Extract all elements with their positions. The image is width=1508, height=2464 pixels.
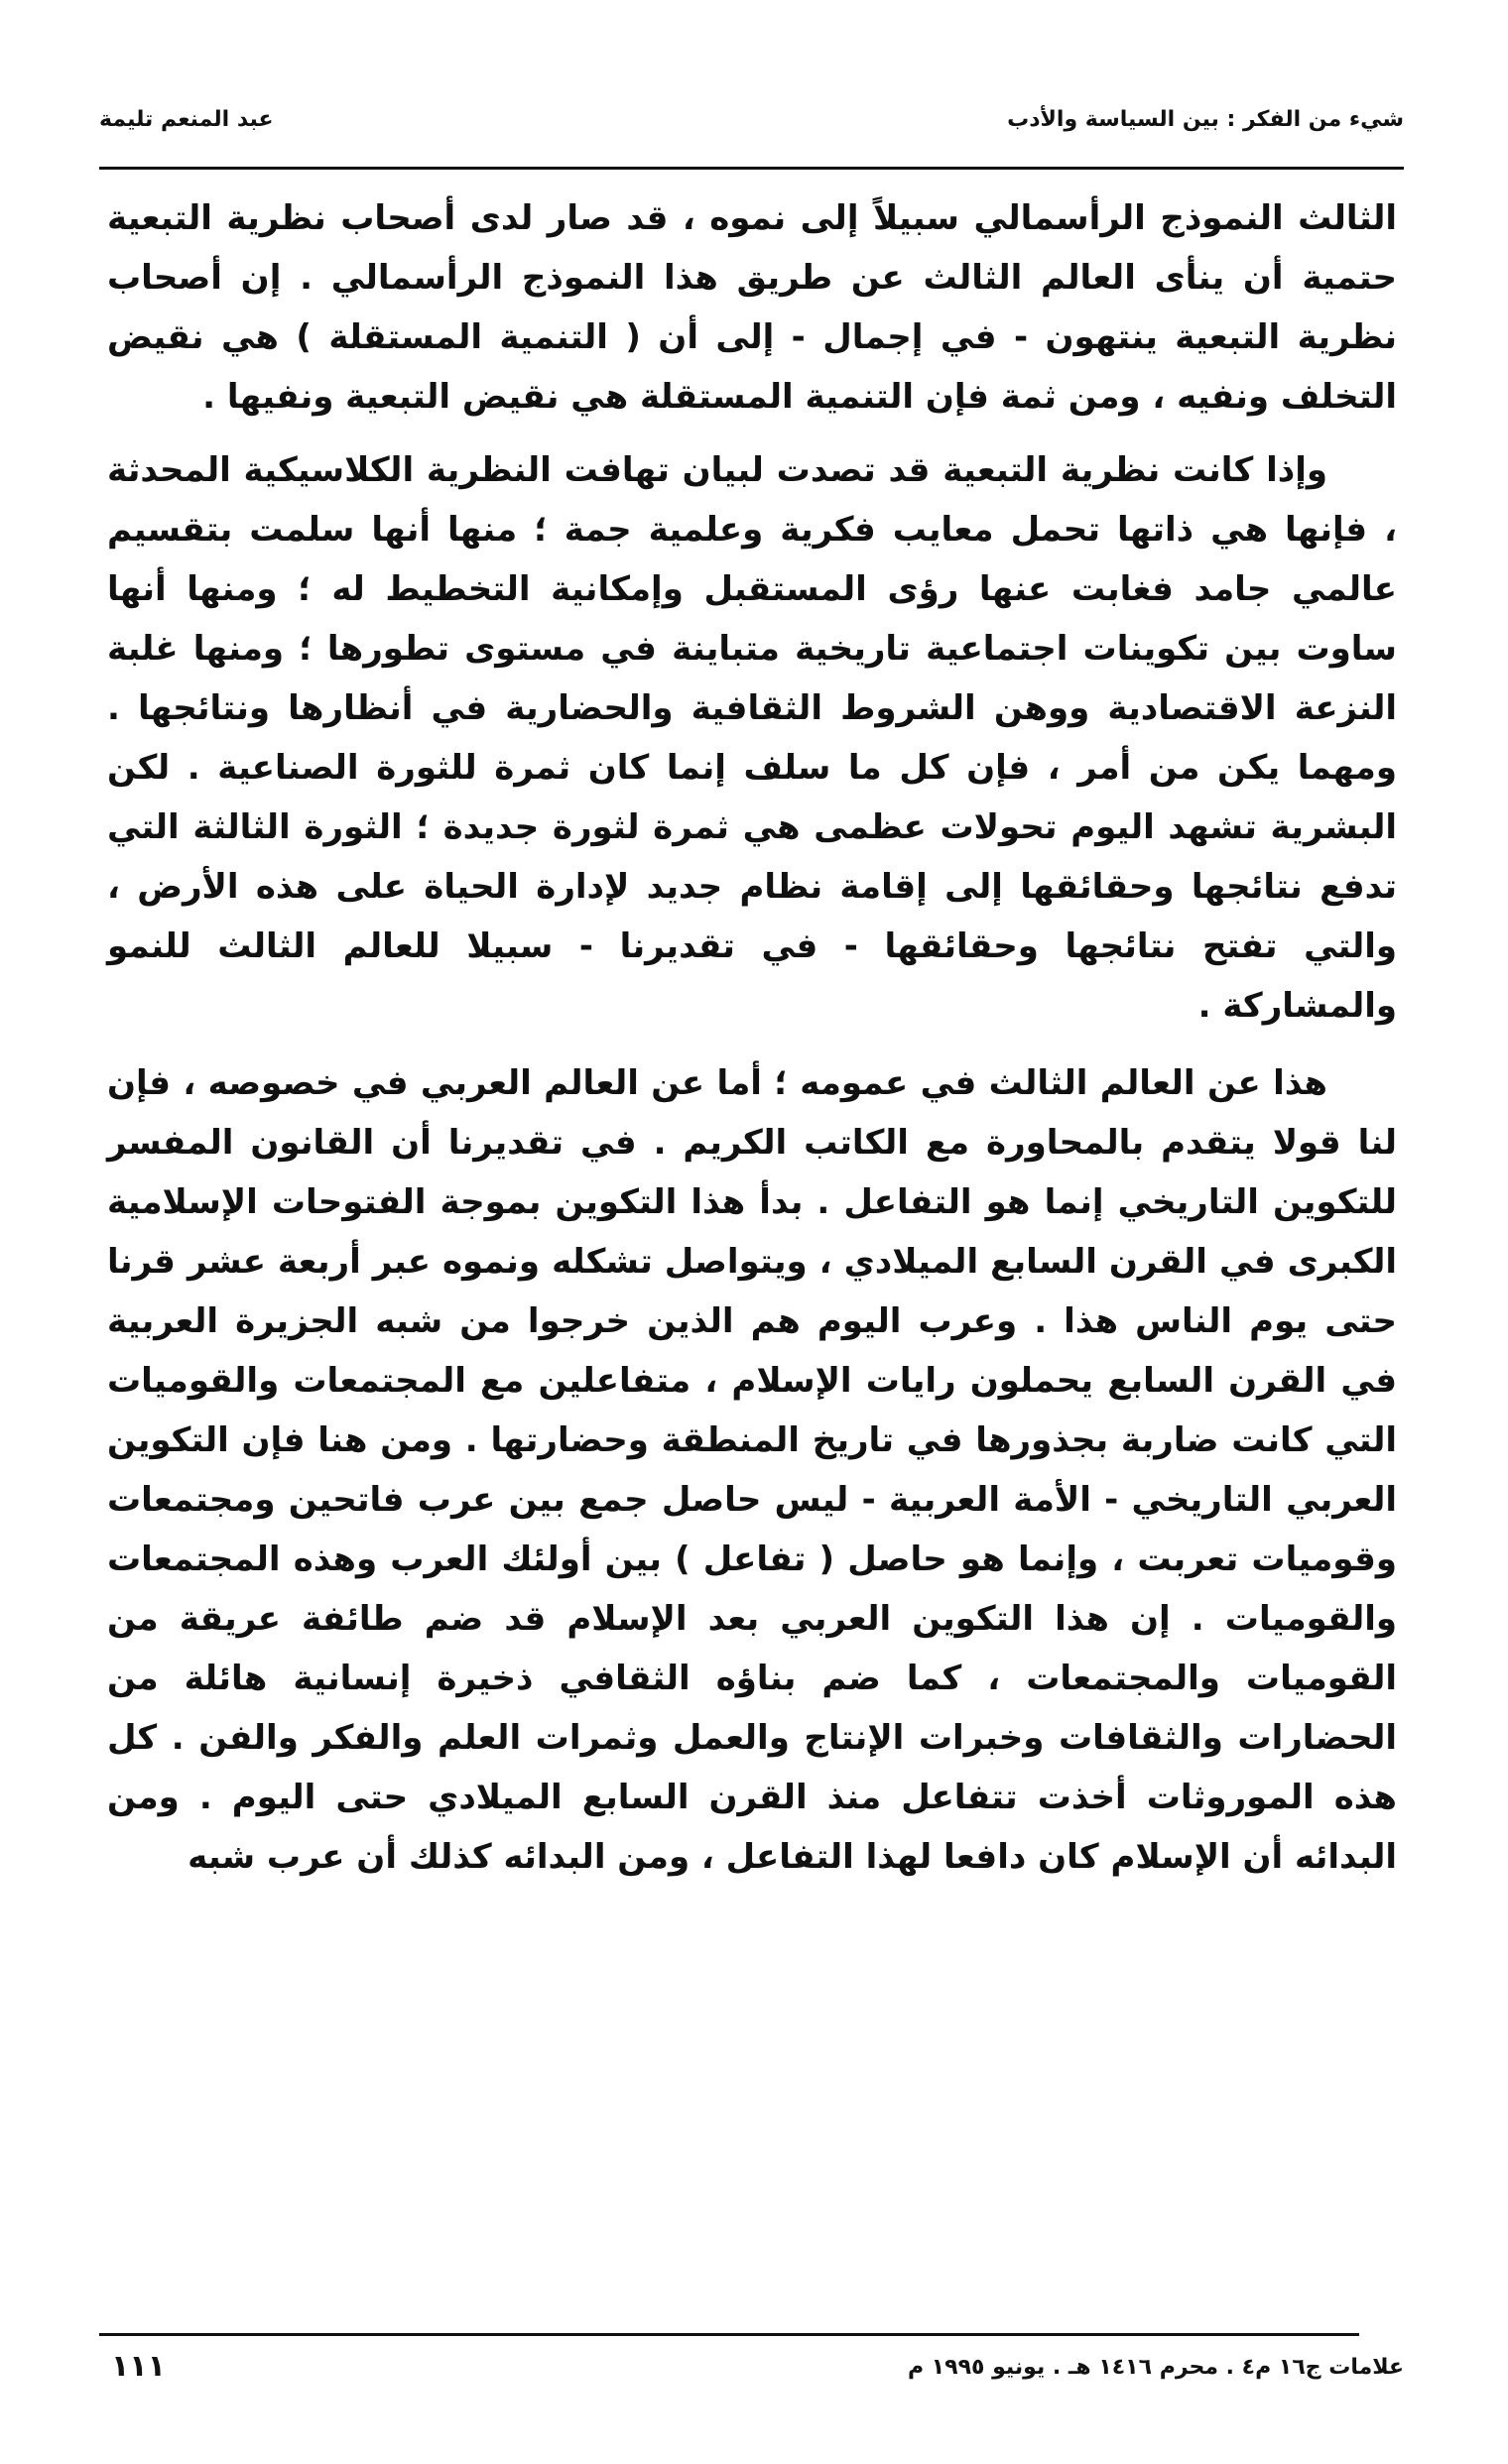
journal-citation: علامات ج١٦ م٤ . محرم ١٤١٦ هـ . يونيو ١٩٩٥ م [907,2355,1404,2380]
footer-divider [99,2333,1359,2336]
paragraph-2: وإذا كانت نظرية التبعية قد تصدت لبيان تهافت النظرية الكلاسيكية المحدثة ، فإنها هي ذاتها تحمل معايب فكرية وعلمية جمة ؛ منها أنها سلمت بتقسيم عالمي جامد فغابت عنها رؤى المستقبل وإمكانية التخطيط له ؛ ومنها أنها ساوت بين تكوينات اجتماعية تاريخية متباينة في مستوى تطورها ؛ ومنها غلبة النزعة الاقتصادية ووهن الشروط الثقافية والحضارية في أنظارها ونتائجها . ومهما يكن من أمر ، فإن كل ما سلف إنما كان ثمرة للثورة الصناعية . لكن البشرية تشهد اليوم تحولات عظمى هي ثمرة لثورة جديدة ؛ الثورة الثالثة التي تدفع نتائجها وحقائقها إلى إقامة نظام جديد لإدارة الحياة على هذه الأرض ، والتي تفتح نتائجها وحقائقها - في تقديرنا - سبيلا للعالم الثالث للنمو والمشاركة . [107,450,1397,1026]
running-title: شيء من الفكر : بين السياسة والأدب [1007,107,1404,132]
paragraph-1: الثالث النموذج الرأسمالي سبيلاً إلى نموه ، قد صار لدى أصحاب نظرية التبعية حتمية أن ينأى العالم الثالث عن طريق هذا النموذج الرأسمالي . إن أصحاب نظرية التبعية ينتهون - في إجمال - إلى أن ( التنمية المستقلة ) هي نقيض التخلف ونفيه ، ومن ثمة فإن التنمية المستقلة هي نقيض التبعية ونفيها . [107,198,1397,417]
header-divider [99,167,1404,170]
page-number: ١١١ [111,2349,166,2384]
page-header [99,97,1404,157]
body-text [107,188,1397,1887]
author-name: عبد المنعم تليمة [99,107,274,132]
paragraph-3: هذا عن العالم الثالث في عمومه ؛ أما عن العالم العربي في خصوصه ، فإن لنا قولا يتقدم بالمحاورة مع الكاتب الكريم . في تقديرنا أن القانون المفسر للتكوين التاريخي إنما هو التفاعل . بدأ هذا التكوين بموجة الفتوحات الإسلامية الكبرى في القرن السابع الميلادي ، ويتواصل تشكله ونموه عبر أربعة عشر قرنا حتى يوم الناس هذا . وعرب اليوم هم الذين خرجوا من شبه الجزيرة العربية في القرن السابع يحملون رايات الإسلام ، متفاعلين مع المجتمعات والقوميات التي كانت ضاربة بجذورها في تاريخ المنطقة وحضارتها . ومن هنا فإن التكوين العربي التاريخي - الأمة العربية - ليس حاصل جمع بين عرب فاتحين ومجتمعات وقوميات تعربت ، وإنما هو حاصل ( تفاعل ) بين أولئك العرب وهذه المجتمعات والقوميات . إن هذا التكوين العربي بعد الإسلام قد ضم طائفة عريقة من القوميات والمجتمعات ، كما ضم بناؤه الثقافي ذخيرة إنسانية هائلة من الحضارات والثقافات وخبرات الإنتاج والعمل وثمرات العلم والفكر والفن . كل هذه الموروثات أخذت تتفاعل منذ القرن السابع الميلادي حتى اليوم . ومن البدائه أن الإسلام كان دافعا لهذا التفاعل ، ومن البدائه كذلك أن عرب شبه [107,1063,1397,1877]
paragraph-spacer [107,1036,1397,1053]
paragraph-spacer [107,427,1397,440]
